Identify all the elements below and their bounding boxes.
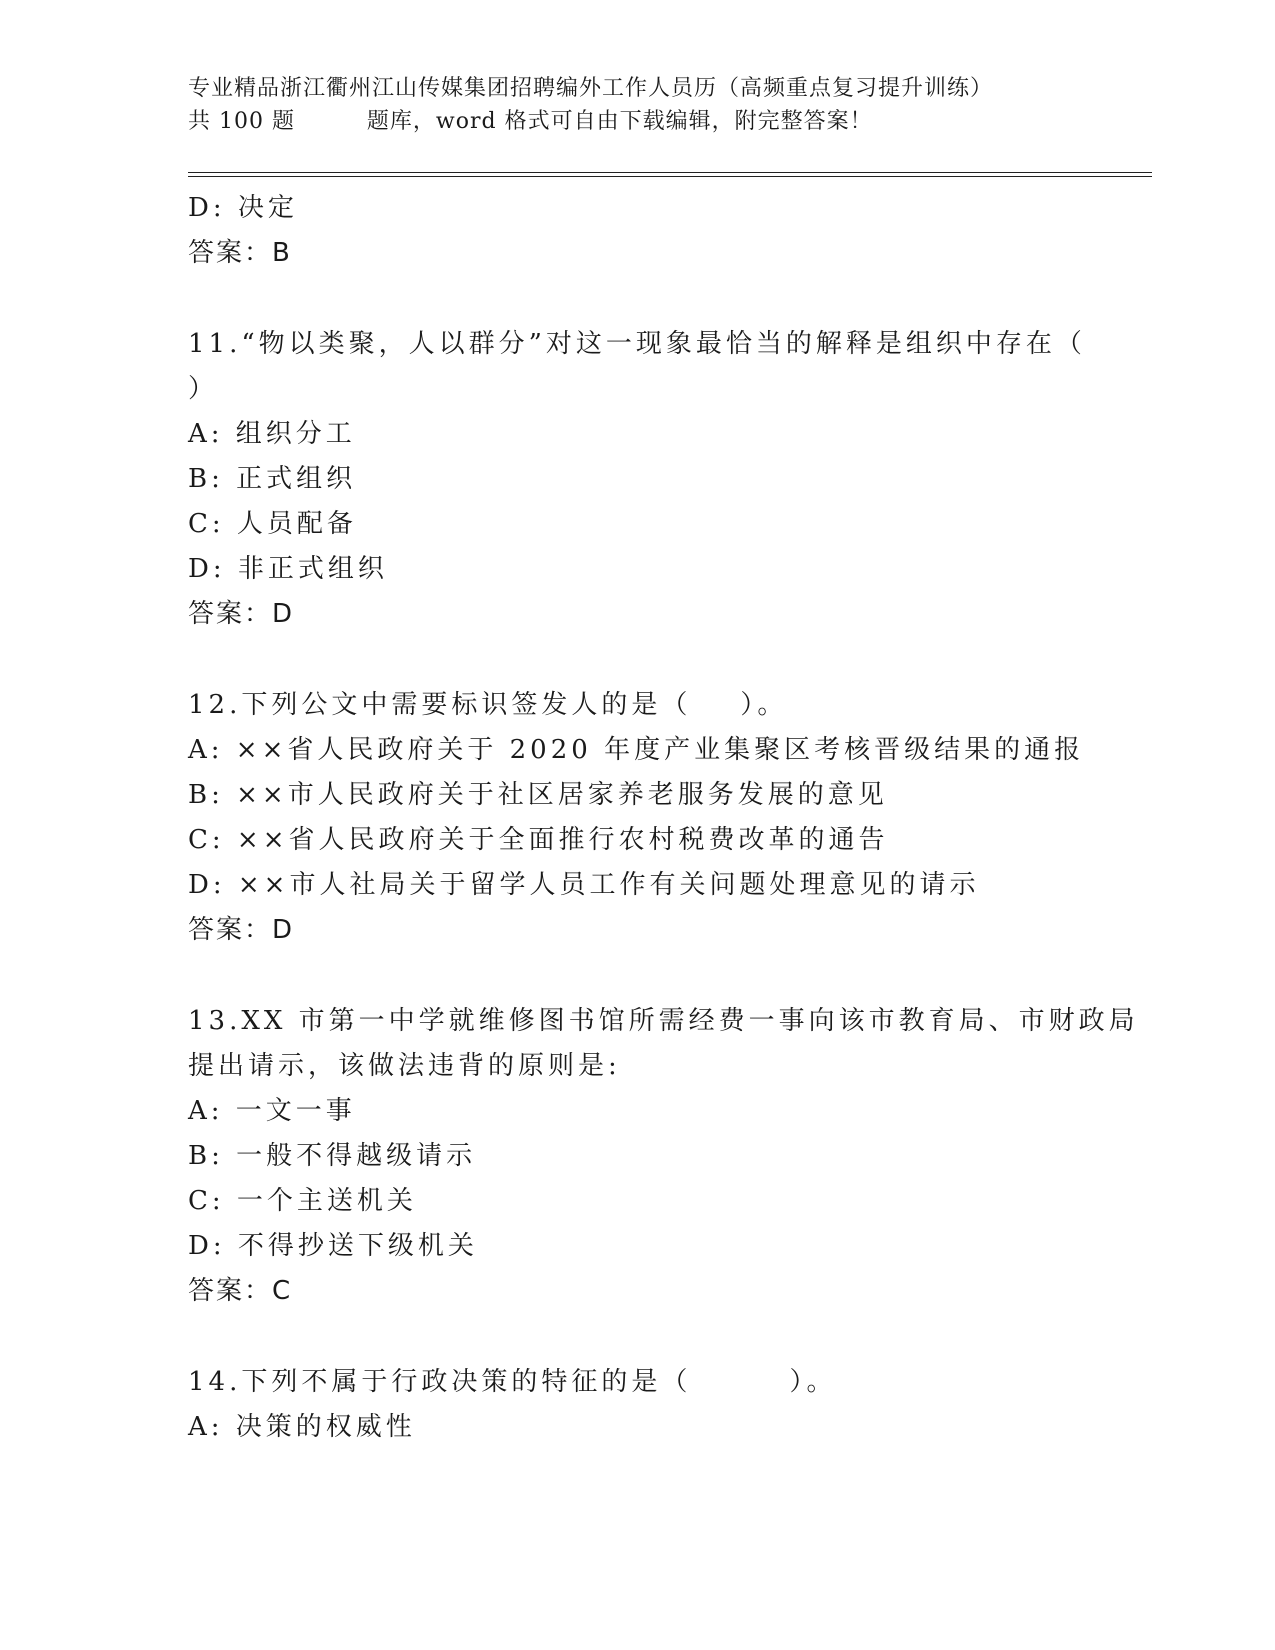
question-stem: 13.XX 市第一中学就维修图书馆所需经费一事向该市教育局、市财政局 bbox=[188, 1006, 1139, 1036]
option-d: D: 非正式组织 bbox=[188, 554, 388, 584]
question-11 bbox=[188, 322, 1088, 637]
option-d: D: 不得抄送下级机关 bbox=[188, 1231, 478, 1261]
header-rule-bottom bbox=[188, 176, 1152, 177]
answer-line: 答案：B bbox=[188, 238, 292, 268]
option-line: D: 决定 bbox=[188, 193, 298, 223]
option-d: D: ××市人社局关于留学人员工作有关问题处理意见的请示 bbox=[188, 870, 980, 900]
option-b: B: 一般不得越级请示 bbox=[188, 1141, 477, 1171]
question-stem-cont: 提出请示，该做法违背的原则是: bbox=[188, 1051, 621, 1081]
question-12 bbox=[188, 683, 1088, 953]
header-rule-top bbox=[188, 172, 1152, 173]
option-b: B: ××市人民政府关于社区居家养老服务发展的意见 bbox=[188, 780, 888, 810]
option-c: C: 人员配备 bbox=[188, 509, 357, 539]
option-a: A: 组织分工 bbox=[188, 419, 356, 449]
answer-line: 答案：C bbox=[188, 1276, 293, 1306]
option-c: C: ××省人民政府关于全面推行农村税费改革的通告 bbox=[188, 825, 889, 855]
header-subtitle: 共 100 题 题库，word 格式可自由下载编辑，附完整答案！ bbox=[188, 109, 873, 134]
document-body bbox=[188, 186, 1139, 1450]
option-a: A: ××省人民政府关于 2020 年度产业集聚区考核晋级结果的通报 bbox=[188, 735, 1085, 765]
question-13 bbox=[188, 999, 1139, 1314]
page-header bbox=[188, 72, 1088, 138]
question-14 bbox=[188, 1360, 1088, 1450]
option-b: B: 正式组织 bbox=[188, 464, 357, 494]
answer-line: 答案：D bbox=[188, 915, 295, 945]
answer-line: 答案：D bbox=[188, 599, 295, 629]
question-stem-cont: ） bbox=[188, 374, 219, 404]
question-stem: 11.“物以类聚，人以群分”对这一现象最恰当的解释是组织中存在（ bbox=[188, 329, 1086, 359]
question-stem: 12.下列公文中需要标识签发人的是（ ）。 bbox=[188, 690, 788, 720]
option-a: A: 一文一事 bbox=[188, 1096, 356, 1126]
option-c: C: 一个主送机关 bbox=[188, 1186, 417, 1216]
header-title: 专业精品浙江衢州江山传媒集团招聘编外工作人员历（高频重点复习提升训练） bbox=[188, 76, 994, 101]
question-stem: 14.下列不属于行政决策的特征的是（ ）。 bbox=[188, 1367, 837, 1397]
option-a: A: 决策的权威性 bbox=[188, 1412, 416, 1442]
